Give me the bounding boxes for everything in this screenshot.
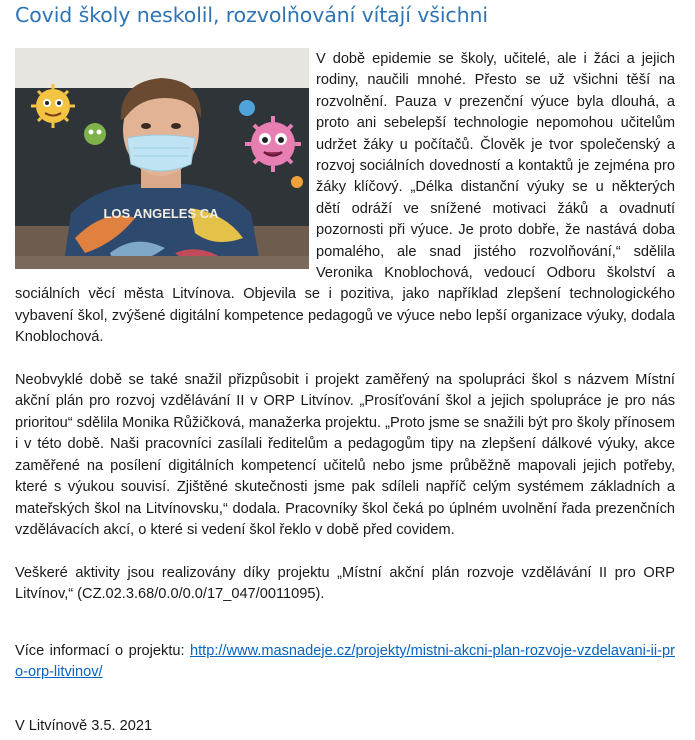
article-photo <box>15 48 309 269</box>
more-info-label: Více informací o projektu: <box>15 643 185 659</box>
svg-text:LOS ANGELES CA: LOS ANGELES CA <box>103 206 219 221</box>
paragraph-3: Veškeré aktivity jsou realizovány díky projektu „Místní akční plán rozvoje vzdělávání II pro ORP Litvínov,“ (CZ.02.3.68/0.0/0.0/17_047/0011095). <box>15 564 675 603</box>
virus-green-icon <box>84 123 106 145</box>
article-title: Covid školy neskolil, rozvolňování vítají všichni <box>15 3 488 27</box>
more-info <box>15 641 675 684</box>
date-line: V Litvínově 3.5. 2021 <box>15 718 153 734</box>
paragraph-2: Neobvyklé době se také snažil přizpůsobit i projekt zaměřený na spolupráci škol s názvem Místní akční plán pro rozvoj vzdělávání II v ORP Litvínov. „Prosíťování škol a jejich spolupráce je pro nás prioritou“ sdělila Monika Růžičková, manažerka projektu. „Proto jsme se snažili být pro školy přínosem i v této době. Naši pracovníci zasílali ředitelům a pedagogům tipy na zlepšení dálkové výuky, akce zaměřené na posílení digitálních kompetencí učitelů nebo jsme průběžně mapovali jejich potřeby, které s výukou souvisí. Zjištěné skutečnosti jsme pak sdíleli napříč celým systémem základních a mateřských škol na Litvínovsku,“ dodala. Pracovníky škol čeká po úplném uvolnění řada prezenčních vzdělávacích akcí, o které si vedení škol řeklo v době před covidem. <box>15 372 675 538</box>
project-link[interactable]: http://www.masnadeje.cz/projekty/mistni-akcni-plan-rozvoje-vzdelavani-ii-pro-orp-litvinov/ <box>15 643 675 681</box>
student-with-mask-image <box>15 48 309 269</box>
paragraph-1-text: V době epidemie se školy, učitelé, ale i žáci a jejich rodiny, naučili mnohé. Přesto se už všichni těší na rozvolnění. Pauza v prezenční výuce byla dlouhá, a proto ani sebelepší technologie nepomohou učitelům udržet žáky u počítačů. Člověk je tvor společenský a rozvoj sociálních dovedností a kontaktů je zejména pro žáky klíčový. „Délka distanční výuky se u některých dětí odráží ve snížené motivaci žáků a ovadnutí pozornosti při výuce. Je proto dobře, že nastává doba pomalého, ale snad jistého rozvolňování,“ sdělila Veronika Knoblochová, vedoucí Odboru školství a sociálních věcí města Litvínova. Objevila se i pozitiva, jako například zlepšení technologického vybavení škol, zvýšené digitální kompetence pedagogů ve výuce nebo lepší organizace výuky, dodala Knoblochová. <box>15 51 675 346</box>
